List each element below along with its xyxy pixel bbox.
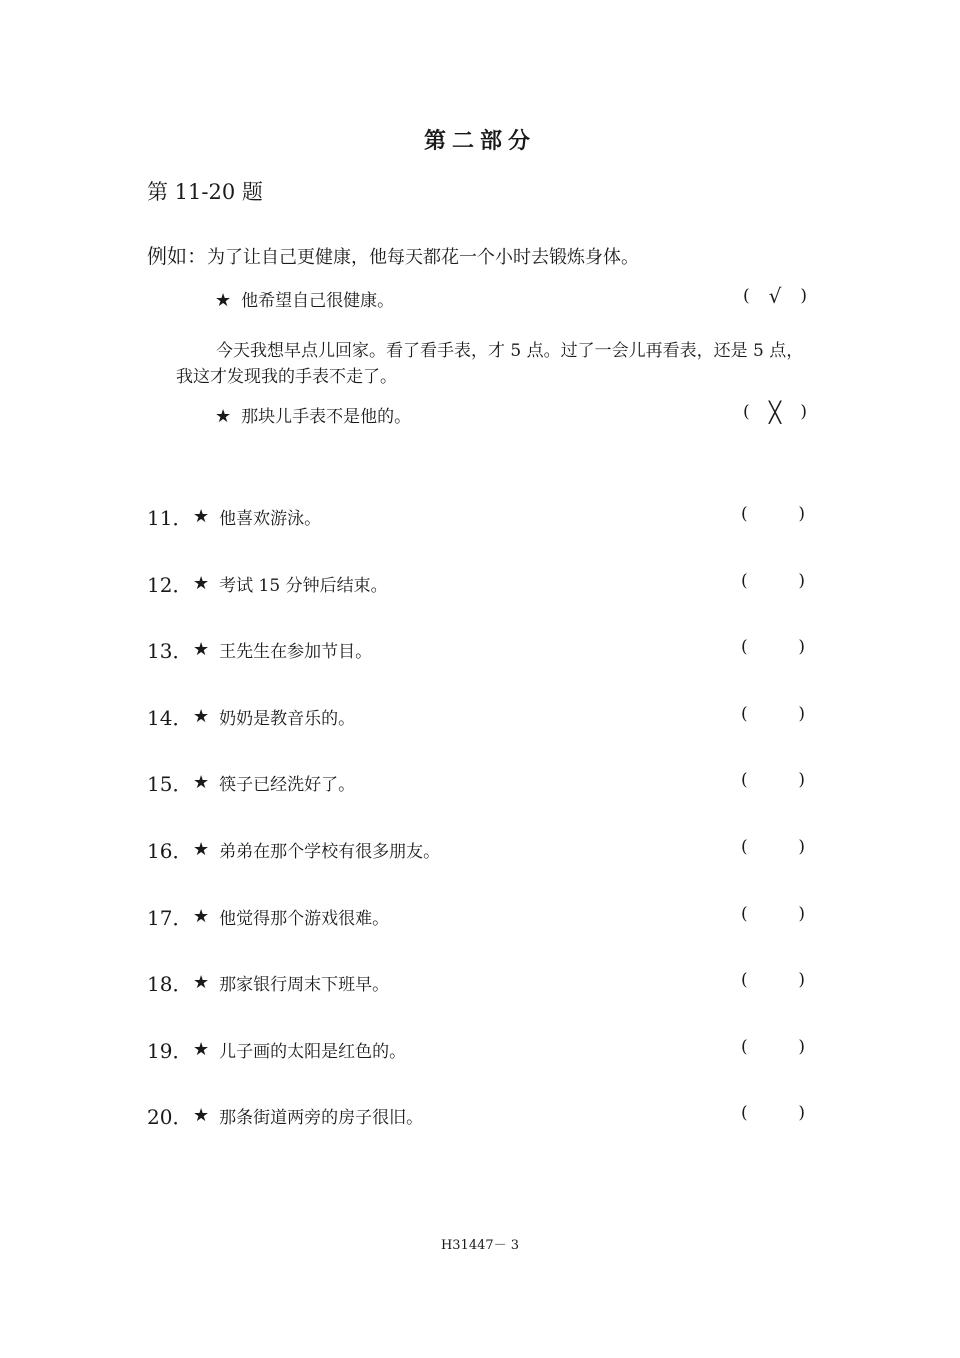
question-row <box>147 569 388 598</box>
paren-open: ( <box>741 570 748 591</box>
question-number: 11． <box>147 506 193 530</box>
paren-close: ) <box>798 570 805 591</box>
question-number: 18． <box>147 972 193 997</box>
question-text: 奶奶是教音乐的。 <box>219 708 356 729</box>
answer-blank[interactable] <box>741 504 805 524</box>
question-text: 那条街道两旁的房子很旧。 <box>219 1108 424 1129</box>
star-icon: ★ <box>193 905 210 927</box>
paren-close: ) <box>798 504 805 524</box>
answer-blank[interactable] <box>741 704 805 724</box>
question-number: 19． <box>147 1038 193 1063</box>
paren-close: ) <box>798 837 805 857</box>
question-row <box>147 702 355 731</box>
paren-open: ( <box>741 637 748 658</box>
example-statement-text: 他希望自己很健康。 <box>241 291 395 311</box>
question-row <box>147 902 389 931</box>
star-icon: ★ <box>215 406 232 427</box>
question-text: 考试 15 分钟后结束。 <box>219 575 388 596</box>
paren-open: ( <box>743 402 750 422</box>
answer-blank[interactable] <box>741 770 805 790</box>
question-row <box>147 768 355 797</box>
star-icon: ★ <box>193 772 210 794</box>
answer-blank[interactable] <box>741 837 805 857</box>
star-icon: ★ <box>193 839 210 860</box>
question-text: 王先生在参加节目。 <box>219 642 373 663</box>
paren-open: ( <box>741 504 748 524</box>
paren-open: ( <box>743 286 750 306</box>
example-statement-1 <box>215 286 394 311</box>
paren-open: ( <box>741 1036 748 1057</box>
answer-blank[interactable] <box>741 571 805 591</box>
example-statement-2 <box>215 402 411 427</box>
check-mark-icon: √ <box>768 284 782 308</box>
answer-blank[interactable] <box>741 637 805 657</box>
star-icon: ★ <box>193 506 210 527</box>
star-icon: ★ <box>193 639 210 661</box>
question-row <box>147 1035 406 1064</box>
question-range: 第 11-20 题 <box>147 180 263 204</box>
paren-close: ) <box>798 637 805 658</box>
question-text: 他喜欢游泳。 <box>219 509 322 529</box>
paren-open: ( <box>741 1103 748 1124</box>
paren-close: ) <box>800 286 807 306</box>
star-icon: ★ <box>193 972 210 994</box>
star-icon: ★ <box>193 705 210 727</box>
paren-close: ) <box>800 402 807 422</box>
question-number: 15． <box>147 772 193 797</box>
question-number: 14． <box>147 705 193 730</box>
example-statement-text: 那块儿手表不是他的。 <box>241 407 412 427</box>
question-row <box>147 1101 423 1130</box>
question-number: 16． <box>147 839 193 863</box>
paren-close: ) <box>798 770 805 791</box>
example-sentence-text: 为了让自己更健康，他每天都花一个小时去锻炼身体。 <box>207 247 639 268</box>
example-lead: 例如： <box>147 244 207 268</box>
question-text: 他觉得那个游戏很难。 <box>219 908 390 929</box>
star-icon: ★ <box>215 290 232 311</box>
question-text: 那家银行周末下班早。 <box>219 975 390 996</box>
paren-close: ) <box>798 1103 805 1124</box>
example-sentence <box>147 240 639 269</box>
paren-open: ( <box>741 903 748 924</box>
example-answer-2 <box>743 400 807 424</box>
answer-blank[interactable] <box>741 1103 805 1123</box>
question-number: 20． <box>147 1105 193 1130</box>
star-icon: ★ <box>193 1105 210 1127</box>
example-answer-1 <box>743 284 807 308</box>
answer-blank[interactable] <box>741 970 805 990</box>
paren-open: ( <box>741 703 748 724</box>
page-footer: H31447－ 3 <box>440 1238 520 1253</box>
paren-open: ( <box>741 970 748 991</box>
paren-close: ) <box>798 1036 805 1057</box>
section-title: 第二部分 <box>423 128 536 154</box>
question-number: 13． <box>147 639 193 664</box>
paren-close: ) <box>798 903 805 924</box>
question-number: 12． <box>147 572 193 597</box>
question-row <box>147 502 321 531</box>
answer-blank[interactable] <box>741 904 805 924</box>
cross-mark-icon: ╳ <box>768 400 782 424</box>
question-number: 17． <box>147 905 193 930</box>
question-row <box>147 968 389 997</box>
answer-blank[interactable] <box>741 1037 805 1057</box>
question-text: 弟弟在那个学校有很多朋友。 <box>219 842 441 862</box>
paren-close: ) <box>798 970 805 991</box>
star-icon: ★ <box>193 1038 210 1060</box>
question-row <box>147 635 372 664</box>
paren-close: ) <box>798 703 805 724</box>
star-icon: ★ <box>193 572 210 594</box>
example-passage: 今天我想早点儿回家。看了看手表，才 5 点。过了一会儿再看表，还是 5 点，我这才发现我的手表不走了。 <box>176 341 804 387</box>
question-text: 筷子已经洗好了。 <box>219 775 356 796</box>
paren-open: ( <box>741 837 748 857</box>
paren-open: ( <box>741 770 748 791</box>
question-row <box>147 835 440 864</box>
question-text: 儿子画的太阳是红色的。 <box>219 1041 407 1062</box>
